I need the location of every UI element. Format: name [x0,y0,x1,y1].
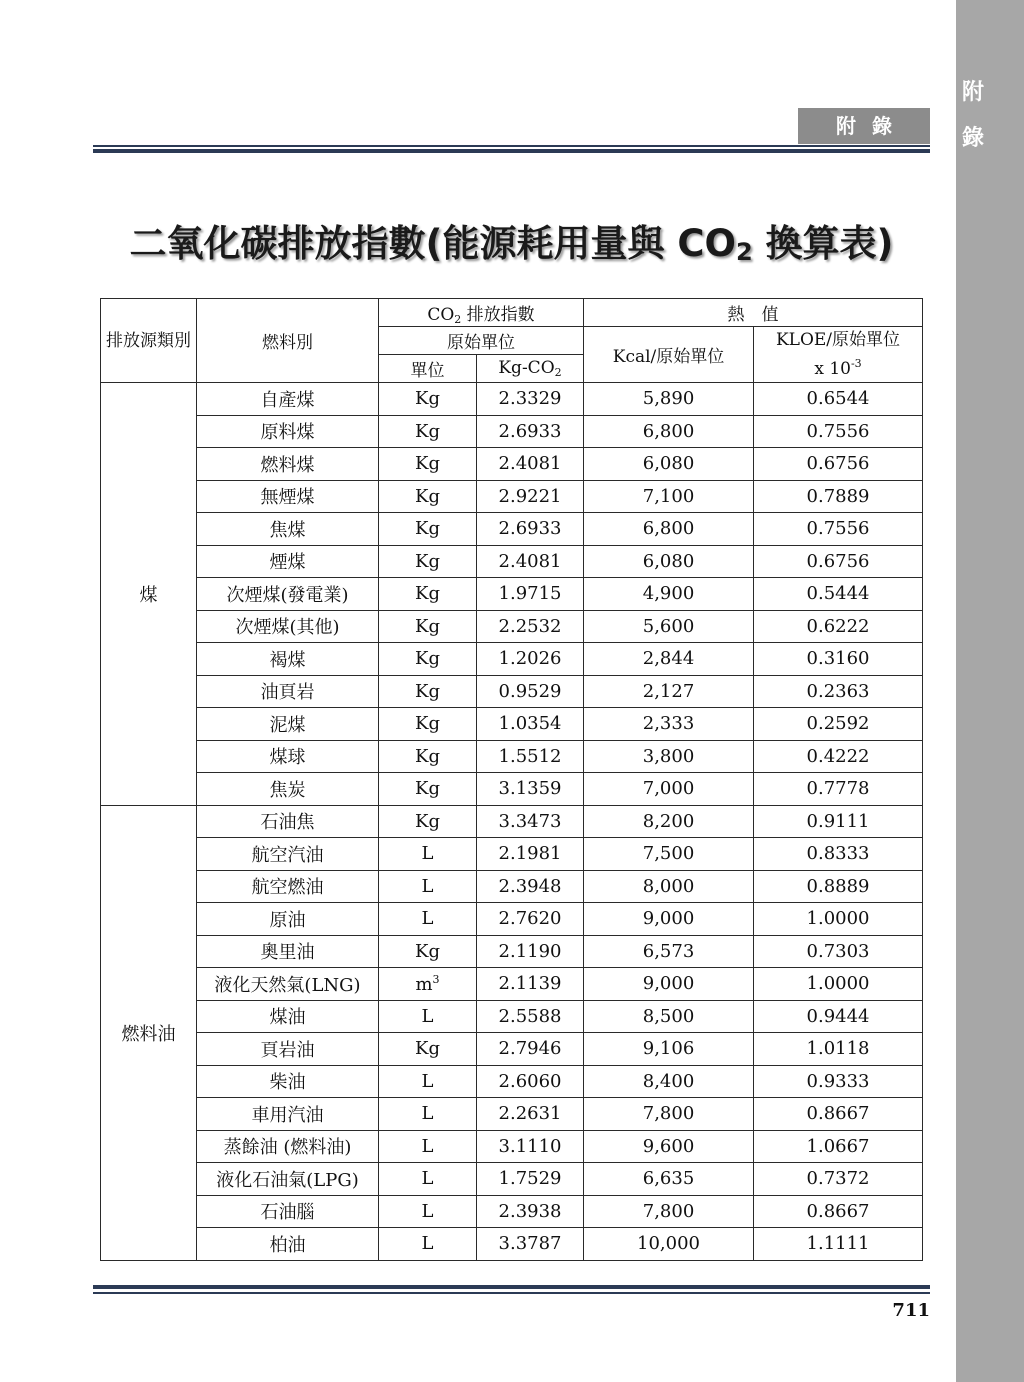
fuel-cell: 煤油 [197,1000,379,1033]
co2-cell: 2.3948 [477,870,584,903]
fuel-cell: 原油 [197,903,379,936]
co2-cell: 3.3787 [477,1228,584,1261]
kloe-cell: 0.5444 [754,578,923,611]
header-original-unit: 原始單位 [379,327,584,355]
kloe-cell: 0.7556 [754,513,923,546]
unit-cell: L [379,1195,477,1228]
kloe-cell: 0.9111 [754,805,923,838]
kcal-cell: 7,000 [584,773,754,806]
fuel-cell: 燃料煤 [197,448,379,481]
kcal-cell: 2,844 [584,643,754,676]
category-cell: 燃料油 [101,805,197,1260]
kcal-cell: 8,000 [584,870,754,903]
co2-cell: 2.4081 [477,545,584,578]
kcal-cell: 3,800 [584,740,754,773]
kcal-cell: 6,635 [584,1163,754,1196]
table-row [101,1000,923,1033]
fuel-cell: 頁岩油 [197,1033,379,1066]
unit-cell: Kg [379,773,477,806]
fuel-cell: 車用汽油 [197,1098,379,1131]
unit-cell: Kg [379,610,477,643]
co2-cell: 3.1359 [477,773,584,806]
unit-cell: Kg [379,1033,477,1066]
header-kloe [754,327,923,383]
unit-cell: L [379,1000,477,1033]
title-subscript: 2 [735,238,753,266]
table-row [101,643,923,676]
title-text-end: 換算表) [752,222,894,265]
header-kg-co2-main: Kg-CO [498,358,555,378]
table-row [101,513,923,546]
co2-cell: 2.6060 [477,1065,584,1098]
header-fuel: 燃料別 [197,299,379,383]
kloe-cell: 0.7556 [754,415,923,448]
co2-cell: 0.9529 [477,675,584,708]
unit-cell: Kg [379,448,477,481]
kloe-cell: 0.6756 [754,448,923,481]
table-row [101,448,923,481]
kcal-cell: 6,573 [584,935,754,968]
unit-base: m [415,973,433,995]
kcal-cell: 6,080 [584,545,754,578]
unit-exponent: 3 [432,972,440,986]
kcal-cell: 8,500 [584,1000,754,1033]
fuel-cell: 次煙煤(發電業) [197,578,379,611]
fuel-cell: 石油焦 [197,805,379,838]
co2-cell: 2.3329 [477,383,584,416]
co2-emission-table [100,298,923,1261]
table-row [101,805,923,838]
table-row [101,773,923,806]
unit-cell: L [379,870,477,903]
co2-cell: 2.5588 [477,1000,584,1033]
header-kloe-multiplier: x 10 [814,359,851,379]
co2-cell: 2.2532 [477,610,584,643]
table-row [101,1033,923,1066]
table-row [101,610,923,643]
kcal-cell: 6,080 [584,448,754,481]
co2-cell: 2.1139 [477,968,584,1001]
co2-cell: 3.3473 [477,805,584,838]
co2-cell: 2.4081 [477,448,584,481]
table-row [101,383,923,416]
table-row [101,1195,923,1228]
kloe-cell: 1.0000 [754,903,923,936]
kcal-cell: 9,000 [584,903,754,936]
table-row [101,968,923,1001]
header-kloe-line2 [756,352,920,381]
kcal-cell: 8,400 [584,1065,754,1098]
category-cell: 煤 [101,383,197,806]
kloe-cell: 0.9444 [754,1000,923,1033]
table-row [101,708,923,741]
kloe-cell: 0.6544 [754,383,923,416]
header-kcal: Kcal/原始單位 [584,327,754,383]
kloe-cell: 0.8889 [754,870,923,903]
fuel-cell: 柏油 [197,1228,379,1261]
fuel-cell: 航空燃油 [197,870,379,903]
table-row [101,838,923,871]
unit-cell: Kg [379,805,477,838]
co2-cell: 2.1190 [477,935,584,968]
unit-cell: Kg [379,513,477,546]
table-row [101,935,923,968]
side-tab-label [962,70,984,162]
unit-cell: L [379,1163,477,1196]
table-row [101,1228,923,1261]
kloe-cell: 0.7372 [754,1163,923,1196]
co2-cell: 1.5512 [477,740,584,773]
fuel-cell: 液化天然氣(LNG) [197,968,379,1001]
header-rule [93,145,930,153]
table-row [101,1098,923,1131]
kloe-cell: 0.2363 [754,675,923,708]
header-co2-index [379,299,584,327]
table-row [101,545,923,578]
kloe-cell: 1.0000 [754,968,923,1001]
co2-cell: 2.9221 [477,480,584,513]
unit-cell: L [379,838,477,871]
kcal-cell: 10,000 [584,1228,754,1261]
co2-cell: 2.6933 [477,415,584,448]
kcal-cell: 8,200 [584,805,754,838]
unit-cell [379,968,477,1001]
table-row [101,903,923,936]
fuel-cell: 煙煤 [197,545,379,578]
kloe-cell: 0.7778 [754,773,923,806]
table-row [101,415,923,448]
kloe-cell: 1.0118 [754,1033,923,1066]
kcal-cell: 7,100 [584,480,754,513]
unit-cell: Kg [379,383,477,416]
co2-cell: 1.2026 [477,643,584,676]
table-row [101,480,923,513]
footer-rule [93,1285,930,1294]
kloe-cell: 0.2592 [754,708,923,741]
header-unit: 單位 [379,355,477,383]
kloe-cell: 0.7889 [754,480,923,513]
fuel-cell: 液化石油氣(LPG) [197,1163,379,1196]
kloe-cell: 0.6222 [754,610,923,643]
co2-cell: 3.1110 [477,1130,584,1163]
co2-cell: 2.1981 [477,838,584,871]
header-kloe-line1: KLOE/原始單位 [775,330,901,350]
kloe-cell: 0.3160 [754,643,923,676]
table-row [101,1130,923,1163]
kcal-cell: 4,900 [584,578,754,611]
fuel-cell: 蒸餘油 (燃料油) [197,1130,379,1163]
unit-cell: Kg [379,675,477,708]
fuel-cell: 褐煤 [197,643,379,676]
page-number: 711 [892,1300,930,1321]
kcal-cell: 5,600 [584,610,754,643]
unit-cell: Kg [379,935,477,968]
unit-cell: Kg [379,578,477,611]
fuel-cell: 無煙煤 [197,480,379,513]
header-co2-rest: 排放指數 [461,304,535,325]
kloe-cell: 0.8333 [754,838,923,871]
fuel-cell: 柴油 [197,1065,379,1098]
side-tab-char: 錄 [962,126,985,151]
kcal-cell: 2,127 [584,675,754,708]
unit-cell: L [379,1098,477,1131]
unit-cell: Kg [379,740,477,773]
header-section-tab: 附錄 [798,108,930,144]
kcal-cell: 9,106 [584,1033,754,1066]
kcal-cell: 9,600 [584,1130,754,1163]
table-row [101,675,923,708]
co2-cell: 2.7620 [477,903,584,936]
unit-cell: L [379,1065,477,1098]
co2-cell: 2.6933 [477,513,584,546]
table-row [101,740,923,773]
kloe-cell: 0.8667 [754,1098,923,1131]
side-tab-strip [956,0,1024,1382]
table-row [101,1163,923,1196]
table-row [101,578,923,611]
header-row [101,299,923,327]
unit-cell: L [379,1228,477,1261]
fuel-cell: 油頁岩 [197,675,379,708]
header-source-category: 排放源類別 [101,299,197,383]
kcal-cell: 2,333 [584,708,754,741]
side-tab-char: 附 [962,80,985,105]
kcal-cell: 5,890 [584,383,754,416]
fuel-cell: 航空汽油 [197,838,379,871]
fuel-cell: 原料煤 [197,415,379,448]
kcal-cell: 6,800 [584,513,754,546]
kloe-cell: 0.4222 [754,740,923,773]
header-kg-co2-sub: 2 [554,366,562,379]
table-row [101,1065,923,1098]
fuel-cell: 次煙煤(其他) [197,610,379,643]
co2-cell: 1.0354 [477,708,584,741]
kloe-cell: 0.8667 [754,1195,923,1228]
fuel-cell: 自產煤 [197,383,379,416]
co2-cell: 1.7529 [477,1163,584,1196]
kcal-cell: 7,800 [584,1195,754,1228]
header-kloe-exponent: -3 [850,357,862,370]
header-heat-value: 熱 值 [584,299,923,327]
fuel-cell: 奧里油 [197,935,379,968]
kcal-cell: 6,800 [584,415,754,448]
unit-cell: Kg [379,415,477,448]
unit-cell: Kg [379,480,477,513]
kloe-cell: 0.7303 [754,935,923,968]
table-row [101,870,923,903]
kcal-cell: 9,000 [584,968,754,1001]
unit-cell: Kg [379,545,477,578]
co2-cell: 2.3938 [477,1195,584,1228]
kcal-cell: 7,500 [584,838,754,871]
fuel-cell: 焦炭 [197,773,379,806]
kcal-cell: 7,800 [584,1098,754,1131]
table-body [101,299,923,1261]
fuel-cell: 泥煤 [197,708,379,741]
co2-cell: 2.7946 [477,1033,584,1066]
fuel-cell: 煤球 [197,740,379,773]
kloe-cell: 0.6756 [754,545,923,578]
kloe-cell: 0.9333 [754,1065,923,1098]
unit-cell: L [379,903,477,936]
title-text: 二氧化碳排放指數(能源耗用量與 CO [129,222,736,265]
unit-cell: Kg [379,643,477,676]
unit-cell: L [379,1130,477,1163]
unit-cell: Kg [379,708,477,741]
co2-cell: 1.9715 [477,578,584,611]
co2-cell: 2.2631 [477,1098,584,1131]
fuel-cell: 焦煤 [197,513,379,546]
fuel-cell: 石油腦 [197,1195,379,1228]
header-kg-co2 [477,355,584,383]
kloe-cell: 1.0667 [754,1130,923,1163]
header-co2-sub: 2 [454,312,462,326]
header-co2-main: CO [427,304,455,325]
kloe-cell: 1.1111 [754,1228,923,1261]
page-title [93,213,930,267]
